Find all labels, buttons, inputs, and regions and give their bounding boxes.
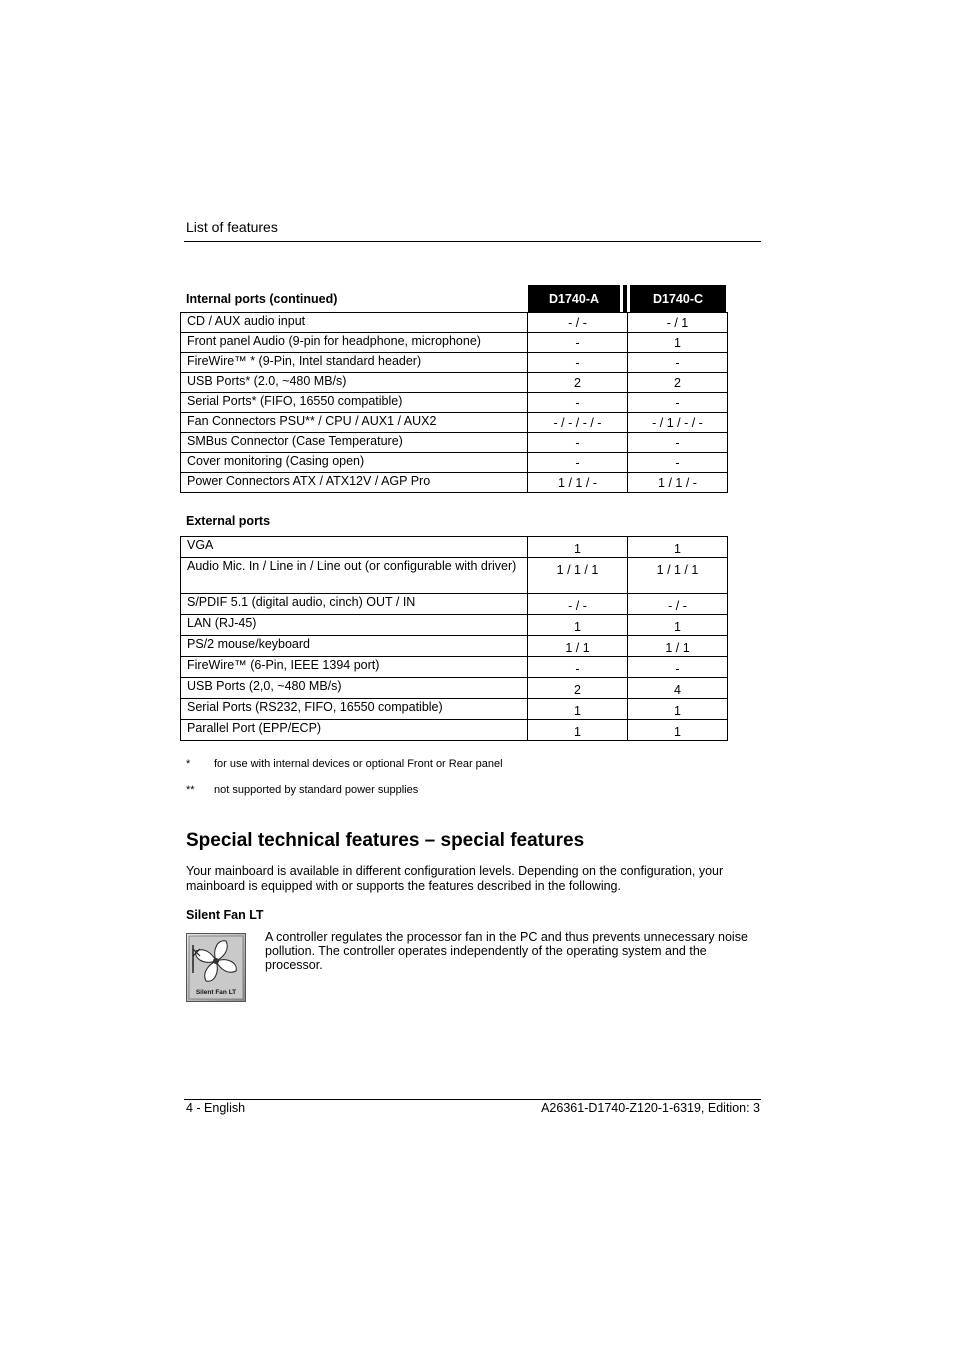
feature-label-cell: Power Connectors ATX / ATX12V / AGP Pro <box>181 473 528 493</box>
d1740-a-value-cell: - <box>528 433 628 453</box>
table-row <box>181 333 728 353</box>
table-row <box>181 615 728 636</box>
d1740-c-value-cell: 1 <box>628 720 728 741</box>
silent-fan-heading: Silent Fan LT <box>186 908 264 922</box>
d1740-a-value-cell: 1 <box>528 615 628 636</box>
d1740-c-value-cell: 4 <box>628 678 728 699</box>
d1740-a-value-cell: - <box>528 393 628 413</box>
header-rule <box>184 241 761 242</box>
external-ports-table <box>180 536 728 741</box>
d1740-a-value-cell: - / - <box>528 313 628 333</box>
footnote-mark: ** <box>186 784 195 796</box>
d1740-c-value-cell: - / 1 / - / - <box>628 413 728 433</box>
d1740-c-value-cell: 1 <box>628 537 728 558</box>
table-row <box>181 433 728 453</box>
table-row <box>181 313 728 333</box>
table-row <box>181 720 728 741</box>
feature-label-cell: Serial Ports (RS232, FIFO, 16550 compatible) <box>181 699 528 720</box>
footnote-mark: * <box>186 758 191 770</box>
d1740-c-value-cell: 1 / 1 / 1 <box>628 558 728 594</box>
table-row <box>181 594 728 615</box>
d1740-c-value-cell: - <box>628 353 728 373</box>
table-row <box>181 353 728 373</box>
table-row <box>181 373 728 393</box>
feature-label-cell: LAN (RJ-45) <box>181 615 528 636</box>
silent-fan-lt-logo-icon <box>186 933 246 1002</box>
feature-label-cell: VGA <box>181 537 528 558</box>
d1740-c-value-cell: 1 <box>628 615 728 636</box>
internal-ports-table <box>180 312 728 493</box>
feature-label-cell: FireWire™ (6-Pin, IEEE 1394 port) <box>181 657 528 678</box>
feature-label-cell: USB Ports* (2.0, ~480 MB/s) <box>181 373 528 393</box>
d1740-c-value-cell: 1 <box>628 699 728 720</box>
feature-label-cell: Front panel Audio (9-pin for headphone, microphone) <box>181 333 528 353</box>
feature-label-cell: Audio Mic. In / Line in / Line out (or configurable with driver) <box>181 558 528 594</box>
feature-label-cell: Parallel Port (EPP/ECP) <box>181 720 528 741</box>
table-row <box>181 413 728 433</box>
feature-label-cell: PS/2 mouse/keyboard <box>181 636 528 657</box>
d1740-c-value-cell: 1 / 1 / - <box>628 473 728 493</box>
feature-label-cell: SMBus Connector (Case Temperature) <box>181 433 528 453</box>
feature-label-cell: Cover monitoring (Casing open) <box>181 453 528 473</box>
footer-rule <box>184 1099 761 1100</box>
footnote-text: not supported by standard power supplies <box>214 784 419 796</box>
feature-label-cell: FireWire™ * (9-Pin, Intel standard header) <box>181 353 528 373</box>
d1740-c-value-cell: 1 <box>628 333 728 353</box>
table-row <box>181 699 728 720</box>
d1740-a-value-cell: 1 <box>528 537 628 558</box>
d1740-a-value-cell: 1 <box>528 699 628 720</box>
d1740-a-value-cell: - / - <box>528 594 628 615</box>
intro-paragraph: Your mainboard is available in different configuration levels. Depending on the configuration, your mainboard is equipped with or supports the features described in the following. <box>186 864 724 893</box>
d1740-c-value-cell: - / 1 <box>628 313 728 333</box>
external-ports-body <box>181 537 728 741</box>
d1740-a-value-cell: - <box>528 333 628 353</box>
silent-fan-logo-text: Silent Fan LT <box>195 989 237 996</box>
table-row <box>181 678 728 699</box>
d1740-a-value-cell: - <box>528 453 628 473</box>
internal-ports-heading: Internal ports (continued) <box>186 292 338 306</box>
d1740-c-value-cell: - <box>628 433 728 453</box>
silent-fan-description: A controller regulates the processor fan in the PC and thus prevents unnecessary noise pollution. The controller operates independently of the operating system and the processor. <box>265 930 748 972</box>
d1740-c-value-cell: 1 / 1 <box>628 636 728 657</box>
d1740-c-value-cell: 2 <box>628 373 728 393</box>
feature-label-cell: USB Ports (2,0, ~480 MB/s) <box>181 678 528 699</box>
external-ports-heading: External ports <box>186 514 271 528</box>
feature-label-cell: CD / AUX audio input <box>181 313 528 333</box>
column-header-d1740-a: D1740-A <box>528 285 620 312</box>
d1740-c-value-cell: - <box>628 393 728 413</box>
d1740-a-value-cell: 1 / 1 / - <box>528 473 628 493</box>
d1740-c-value-cell: - / - <box>628 594 728 615</box>
d1740-a-value-cell: 2 <box>528 678 628 699</box>
table-row <box>181 657 728 678</box>
column-header-d1740-c: D1740-C <box>630 285 726 312</box>
d1740-a-value-cell: - / - / - / - <box>528 413 628 433</box>
footnote-text: for use with internal devices or optional Front or Rear panel <box>214 758 503 770</box>
d1740-a-value-cell: 1 / 1 / 1 <box>528 558 628 594</box>
table-row <box>181 393 728 413</box>
feature-label-cell: Fan Connectors PSU** / CPU / AUX1 / AUX2 <box>181 413 528 433</box>
d1740-a-value-cell: 1 / 1 <box>528 636 628 657</box>
feature-label-cell: Serial Ports* (FIFO, 16550 compatible) <box>181 393 528 413</box>
table-row <box>181 473 728 493</box>
table-row <box>181 537 728 558</box>
d1740-a-value-cell: - <box>528 657 628 678</box>
table-row <box>181 453 728 473</box>
d1740-a-value-cell: 1 <box>528 720 628 741</box>
feature-label-cell: S/PDIF 5.1 (digital audio, cinch) OUT / IN <box>181 594 528 615</box>
d1740-c-value-cell: - <box>628 453 728 473</box>
d1740-a-value-cell: - <box>528 353 628 373</box>
running-header: List of features <box>186 219 278 235</box>
d1740-c-value-cell: - <box>628 657 728 678</box>
d1740-a-value-cell: 2 <box>528 373 628 393</box>
footer-document-id: A26361-D1740-Z120-1-6319, Edition: 3 <box>541 1101 760 1115</box>
table-row <box>181 558 728 594</box>
internal-ports-body <box>181 313 728 493</box>
section-title: Special technical features – special features <box>186 830 585 851</box>
footer-page-number: 4 - English <box>186 1101 246 1115</box>
table-row <box>181 636 728 657</box>
